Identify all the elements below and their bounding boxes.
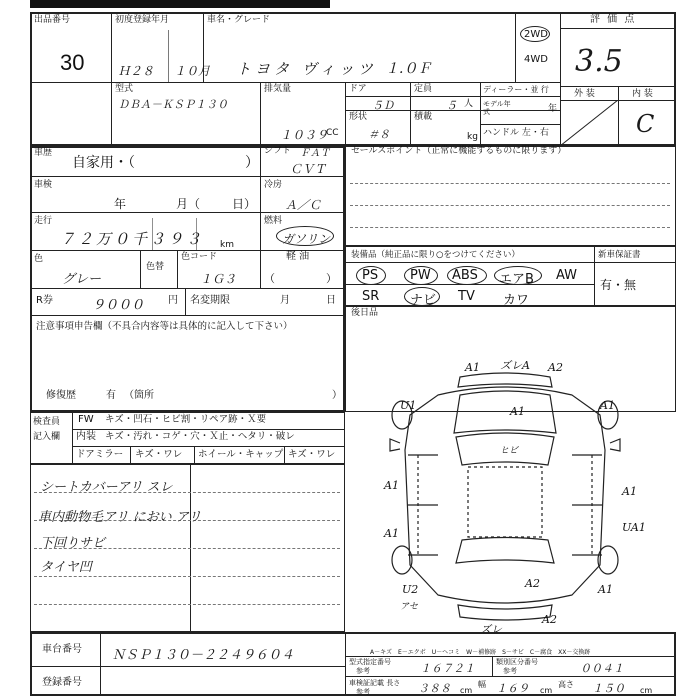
recycle-value: ９０００ bbox=[92, 298, 145, 313]
drive-4wd: 4WD bbox=[524, 54, 548, 65]
color-code-value: １Ｇ３ bbox=[200, 272, 237, 286]
load-unit: kg bbox=[467, 132, 478, 142]
class-code-label: 類別区分番号 bbox=[496, 658, 538, 666]
note-line-1: シートカバーアリ スレ bbox=[40, 480, 173, 495]
color-change-label: 色替 bbox=[146, 262, 165, 272]
name-change-day: 日 bbox=[326, 295, 336, 306]
inspector-label: 検査員 bbox=[33, 417, 61, 427]
displacement-value: １０３９ bbox=[280, 128, 329, 142]
shape-label: 形状 bbox=[349, 112, 368, 122]
model-value: ＤＢＡ－ＫＳＰ１３０ bbox=[118, 98, 228, 111]
svg-text:A2: A2 bbox=[548, 361, 563, 374]
equipment-navi: ナビ bbox=[410, 293, 437, 308]
svg-text:A1: A1 bbox=[622, 485, 637, 498]
abs-circle bbox=[447, 266, 487, 285]
model-code-label: 型式指定番号 bbox=[349, 658, 391, 666]
seat-label: 定員 bbox=[414, 84, 433, 94]
recycle-label: R券 bbox=[36, 295, 53, 306]
color-value: グレー bbox=[62, 272, 102, 287]
interior-grade: C bbox=[636, 110, 655, 138]
interior-check-label: 内装 bbox=[76, 431, 96, 442]
exterior-label: 外 装 bbox=[574, 89, 595, 99]
mileage-value: ７２万０千３９３ bbox=[60, 230, 205, 248]
svg-text:A1: A1 bbox=[384, 479, 399, 492]
size-ref: 参考 bbox=[356, 688, 370, 696]
name-change-month: 月 bbox=[280, 295, 290, 306]
model-label: 型式 bbox=[115, 84, 134, 94]
width-label: 幅 bbox=[478, 680, 486, 689]
door-label: ドア bbox=[349, 84, 367, 94]
lot-number: 30 bbox=[60, 50, 85, 75]
svg-text:ズレ: ズレ bbox=[480, 623, 502, 635]
repair-yes: 有 bbox=[106, 390, 116, 401]
registration-label: 初度登録年月 bbox=[115, 15, 170, 25]
fw-text: キズ・凹石・ヒビ割・リペア跡・Ｘ要 bbox=[105, 414, 267, 425]
model-year-label: モデル年式 bbox=[483, 100, 511, 116]
equipment-pw: PW bbox=[410, 268, 431, 283]
drive-2wd-circle bbox=[520, 26, 550, 42]
mileage-unit: km bbox=[220, 240, 234, 250]
car-name-label: 車名・グレード bbox=[207, 15, 271, 25]
door-value: ５Ｄ bbox=[372, 99, 394, 112]
svg-text:UA1: UA1 bbox=[622, 521, 646, 534]
history-label: 車歴 bbox=[34, 148, 53, 158]
svg-text:A1: A1 bbox=[598, 583, 613, 596]
car-damage-diagram bbox=[360, 355, 660, 635]
inspection-day: 日） bbox=[232, 197, 257, 211]
cooler-value: Ａ／Ｃ bbox=[285, 198, 322, 212]
mirror-label: ドアミラー bbox=[76, 449, 124, 460]
repair-label: 修復歴 bbox=[46, 390, 76, 401]
cap-text: キズ・ワレ bbox=[288, 449, 336, 460]
mileage-label: 走行 bbox=[34, 216, 53, 226]
fuel-label: 燃料 bbox=[264, 216, 283, 226]
color-code-label: 色コード bbox=[181, 252, 218, 262]
svg-text:U2: U2 bbox=[402, 583, 419, 596]
dealer-label: ディーラー・並 行 bbox=[483, 85, 549, 94]
svg-text:ヒビ: ヒビ bbox=[500, 446, 519, 456]
drive-2wd: 2WD bbox=[524, 29, 548, 40]
svg-text:U1: U1 bbox=[400, 399, 417, 412]
cooler-label: 冷房 bbox=[264, 180, 283, 190]
shape-value: ＃８ bbox=[368, 128, 390, 141]
equipment-airbag: エアB bbox=[499, 272, 534, 287]
diesel-paren-open: （ bbox=[264, 272, 275, 285]
inspection-year: 年 bbox=[114, 197, 127, 211]
svg-text:A1: A1 bbox=[600, 399, 615, 412]
fuel-gas-circle bbox=[276, 226, 334, 246]
pw-circle bbox=[404, 266, 438, 285]
recycle-unit: 円 bbox=[168, 295, 178, 306]
selling-point-label: セールスポイント（正常に機能するものに限ります） bbox=[351, 146, 567, 156]
displacement-unit: CC bbox=[326, 128, 339, 138]
class-code-value: ００４１ bbox=[580, 662, 624, 675]
warranty-label: 新車保証書 bbox=[598, 250, 641, 260]
svg-text:A1: A1 bbox=[384, 527, 399, 540]
shift-value: ＣＶＴ bbox=[290, 162, 327, 176]
shift-options: ＦＡＴ bbox=[300, 148, 330, 159]
height-unit: cm bbox=[640, 686, 653, 695]
ps-circle bbox=[356, 266, 386, 285]
length-value: ３８８ bbox=[418, 682, 451, 695]
class-code-ref: 参考 bbox=[503, 667, 517, 675]
history-value: 自家用・（ bbox=[72, 155, 135, 171]
width-unit: cm bbox=[540, 686, 553, 695]
registration-year: Ｈ２８ bbox=[118, 64, 155, 78]
shift-label: シフト bbox=[264, 146, 292, 156]
name-change-label: 名変期限 bbox=[190, 295, 230, 306]
score-label: 評 価 点 bbox=[590, 14, 637, 25]
registration-month: １０月 bbox=[174, 64, 211, 78]
exterior-slash bbox=[560, 100, 618, 146]
chassis-value: ＮＳＰ１３０－２２４９６０４ bbox=[112, 648, 295, 663]
diesel-label: 軽 油 bbox=[286, 251, 310, 262]
seat-unit: 人 bbox=[464, 99, 474, 109]
lot-label: 出品番号 bbox=[34, 15, 71, 25]
interior-check-text: キズ・汚れ・コゲ・穴・Ｘ止・ヘタリ・破レ bbox=[105, 431, 295, 442]
navi-circle bbox=[404, 287, 440, 306]
header-strip bbox=[30, 0, 330, 8]
size-label: 車検証記載 長さ bbox=[349, 679, 401, 687]
note-line-4: タイヤ凹 bbox=[40, 560, 92, 575]
after-parts-label: 後日品 bbox=[351, 308, 379, 318]
inspection-label: 車検 bbox=[34, 180, 53, 190]
equipment-label: 装備品（純正品に限り○をつけてください） bbox=[351, 250, 520, 260]
mirror-text: キズ・ワレ bbox=[135, 449, 183, 460]
svg-text:ズレA: ズレA bbox=[500, 359, 530, 372]
history-close: ） bbox=[245, 155, 259, 171]
note-line-2: 車内動物毛アリ におい アリ bbox=[38, 510, 202, 525]
equipment-abs: ABS bbox=[452, 268, 478, 283]
color-label: 色 bbox=[34, 254, 44, 264]
width-value: １６９ bbox=[496, 682, 529, 695]
height-value: １５０ bbox=[592, 682, 625, 695]
chassis-label: 車台番号 bbox=[42, 644, 82, 655]
model-year-unit: 年 bbox=[548, 104, 558, 114]
car-name-value: トヨタ ヴィッツ bbox=[236, 60, 377, 78]
notes-label: 注意事項申告欄（不具合内容等は具体的に記入して下さい） bbox=[36, 321, 293, 332]
svg-text:アセ: アセ bbox=[400, 602, 418, 612]
svg-text:A2: A2 bbox=[542, 613, 557, 626]
equipment-leather: カワ bbox=[503, 293, 530, 308]
equipment-aw: AW bbox=[556, 268, 578, 283]
model-code-value: １６７２１ bbox=[420, 662, 475, 675]
diesel-paren-close: ） bbox=[326, 272, 337, 285]
svg-text:A2: A2 bbox=[525, 577, 540, 590]
seat-value: ５ bbox=[446, 99, 457, 112]
displacement-label: 排気量 bbox=[264, 84, 292, 94]
equipment-ps: PS bbox=[362, 268, 379, 283]
repair-close: ） bbox=[332, 390, 342, 401]
fuel-value: ガソリン bbox=[282, 232, 331, 246]
airbag-circle bbox=[494, 266, 542, 285]
model-code-ref: 参考 bbox=[356, 667, 370, 675]
registration-number-label: 登録番号 bbox=[42, 677, 82, 688]
length-unit: cm bbox=[460, 686, 473, 695]
score-value: 3.5 bbox=[575, 44, 623, 79]
svg-text:A1: A1 bbox=[510, 405, 525, 418]
handle-label: ハンドル 左・右 bbox=[483, 128, 549, 138]
load-label: 積載 bbox=[414, 112, 433, 122]
damage-legend: A－キズ E－エクボ U－ヘコミ W－補修跡 S－サビ C－腐食 XX－交換跡 bbox=[370, 649, 591, 656]
inspection-month: 月（ bbox=[176, 197, 201, 211]
height-label: 高さ bbox=[558, 680, 574, 689]
cap-label: ホイール・キャップ bbox=[198, 449, 284, 460]
equipment-sr: SR bbox=[362, 289, 380, 304]
equipment-tv: TV bbox=[458, 289, 475, 304]
interior-label: 内 装 bbox=[632, 89, 653, 99]
fw-label: FW bbox=[78, 414, 94, 425]
repair-place: （箇所 bbox=[124, 390, 154, 401]
car-grade-value: １.０Ｆ bbox=[385, 61, 432, 77]
svg-text:A1: A1 bbox=[465, 361, 480, 374]
warranty-value: 有・無 bbox=[600, 278, 637, 292]
entry-label: 記入欄 bbox=[33, 432, 61, 442]
note-line-3: 下回りサビ bbox=[40, 536, 106, 551]
